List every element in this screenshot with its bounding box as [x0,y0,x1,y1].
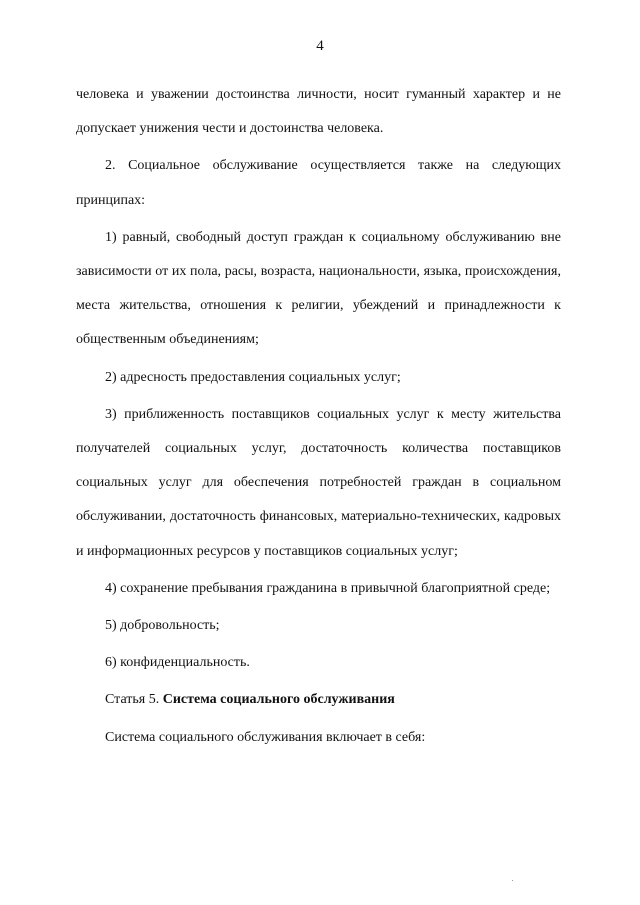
document-body [76,78,561,755]
principle-item-5: 5) добровольность; [105,618,220,634]
scan-speck [512,880,513,881]
paragraph-principles-intro: 2. Социальное обслуживание осуществляется также на следующих принципах: [76,158,561,208]
paragraph-continuation: человека и уважении достоинства личности, носит гуманный характер и не допускает унижения чести и достоинства человека. [76,87,561,137]
principle-item-3: 3) приближенность поставщиков социальных услуг к месту жительства получателей социальных услуг, достаточность количества поставщиков социальных услуг для обеспечения потребностей граждан в социальном обслуживании, достаточность финансовых, материально-технических, кадровых и информационных ресурсов у поставщиков социальных услуг; [76,406,561,559]
principle-item-2: 2) адресность предоставления социальных услуг; [105,369,401,385]
paragraph-system-includes: Система социального обслуживания включает в себя: [105,729,426,745]
article-prefix: Статья 5. [105,692,160,708]
article-title: Система социального обслуживания [162,692,395,708]
principle-item-1: 1) равный, свободный доступ граждан к социальному обслуживанию вне зависимости от их пола, расы, возраста, национальности, языка, происхождения, места жительства, отношения к религии, убеждений и принадлежности к общественным объединениям; [76,229,561,348]
principle-item-4: 4) сохранение пребывания гражданина в привычной благоприятной среде; [105,580,551,596]
article-heading [76,683,561,717]
page-number: 4 [316,38,324,54]
principle-item-6: 6) конфиденциальность. [105,655,250,671]
